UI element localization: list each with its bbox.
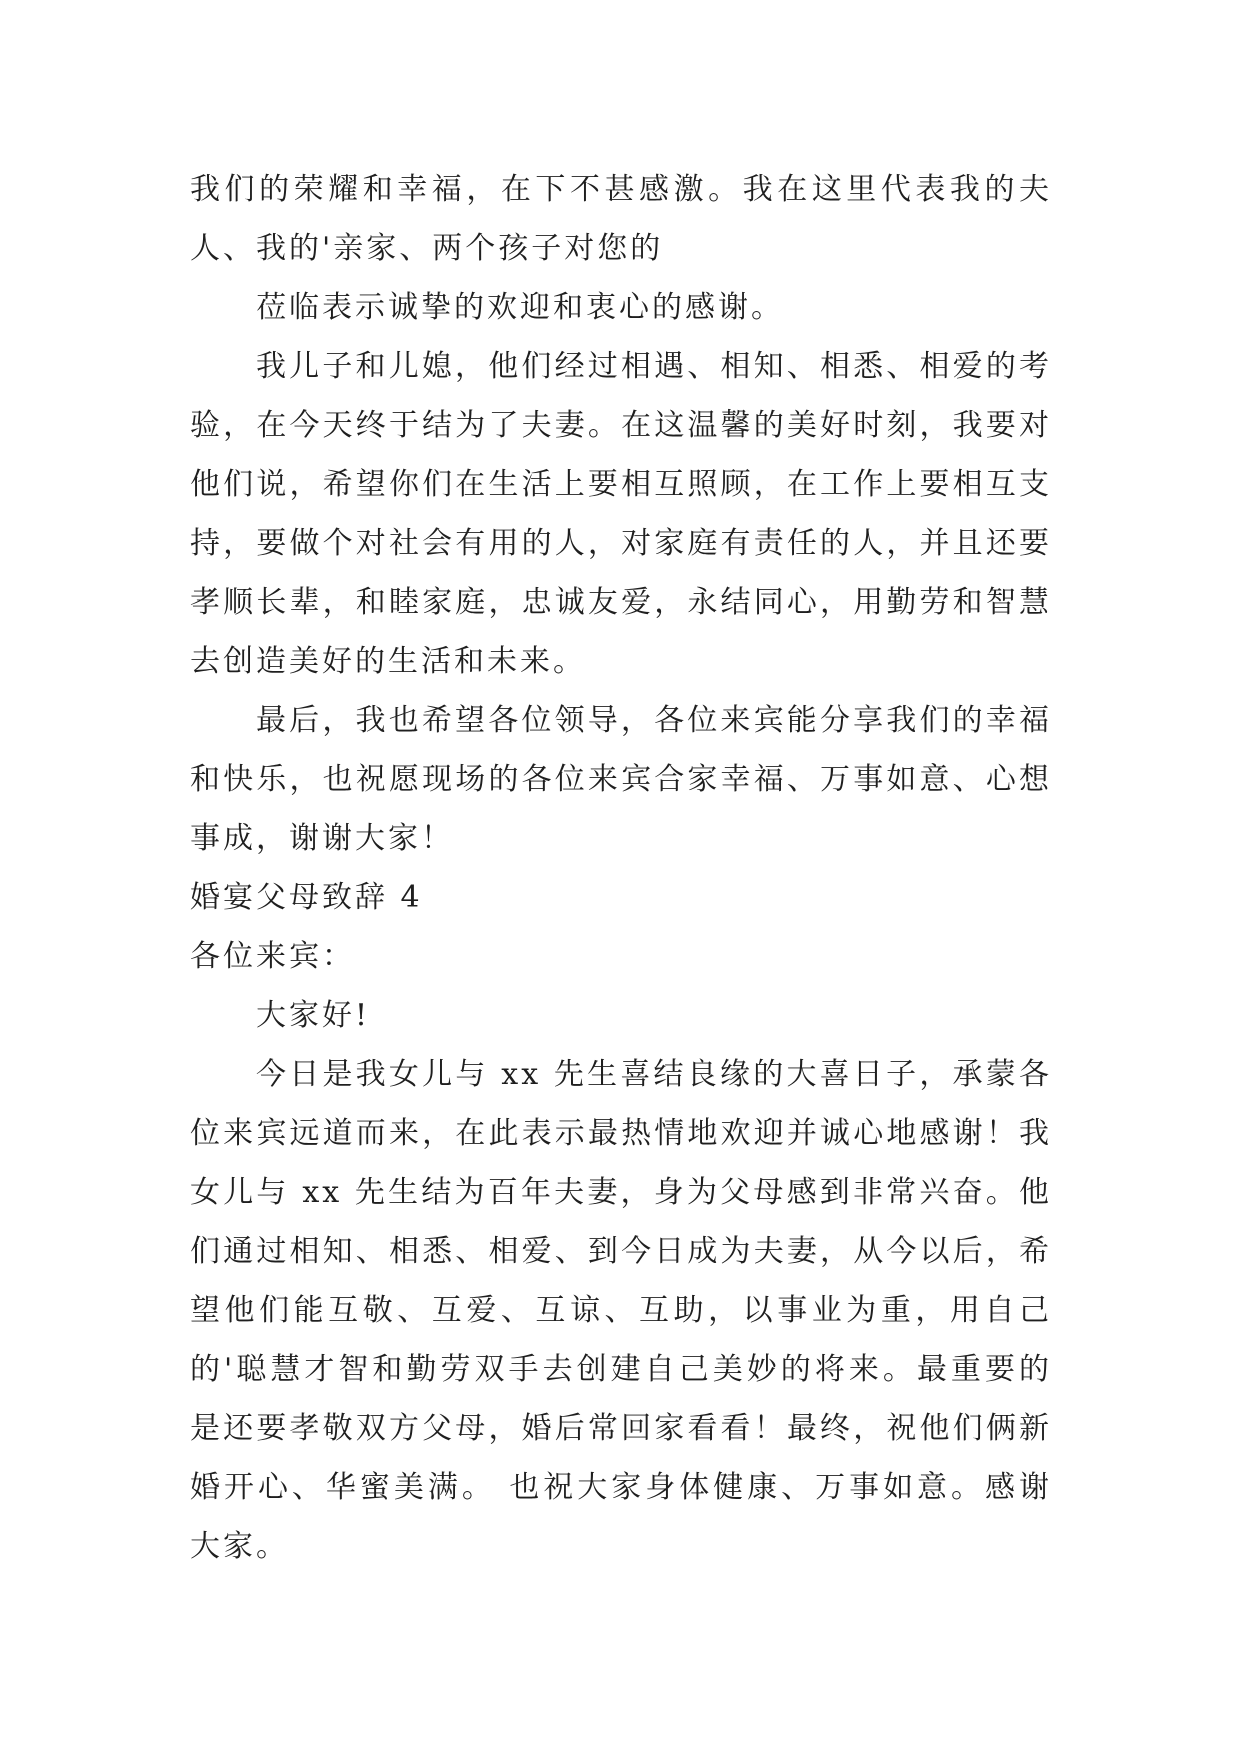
salutation: 各位来宾： [190, 939, 355, 974]
greeting: 大家好! [256, 998, 371, 1033]
paragraph-speech-body: 今日是我女儿与 xx 先生喜结良缘的大喜日子，承蒙各位来宾远道而来，在此表示最热情地欢迎并诚心地感谢！我女儿与 xx 先生结为百年夫妻，身为父母感到非常兴奋。他们通过相知、相悉、相爱、到今日成为夫妻，从今以后，希望他们能互敬、互爱、互谅、互助，以事业为重，用自己的'聪慧才智和勤劳双手去创建自己美妙的将来。最重要的是还要孝敬双方父母，婚后常回家看看！最终，祝他们俩新婚开心、华蜜美满。 也祝大家身体健康、万事如意。感谢大家。 [190, 1057, 1052, 1564]
paragraph-closing: 最后，我也希望各位领导，各位来宾能分享我们的幸福和快乐，也祝愿现场的各位来宾合家幸福、万事如意、心想事成，谢谢大家！ [190, 703, 1052, 856]
paragraph-continuation: 我们的荣耀和幸福，在下不甚感激。我在这里代表我的夫人、我的'亲家、两个孩子对您的 [190, 172, 1052, 266]
paragraph-welcome-thanks: 莅临表示诚挚的欢迎和衷心的感谢。 [256, 290, 784, 325]
document-body [190, 160, 1052, 1576]
section-heading: 婚宴父母致辞 4 [190, 880, 423, 915]
paragraph-blessing-couple: 我儿子和儿媳，他们经过相遇、相知、相悉、相爱的考验，在今天终于结为了夫妻。在这温馨的美好时刻，我要对他们说，希望你们在生活上要相互照顾，在工作上要相互支持，要做个对社会有用的人，对家庭有责任的人，并且还要孝顺长辈，和睦家庭，忠诚友爱，永结同心，用勤劳和智慧去创造美好的生活和未来。 [190, 349, 1052, 679]
